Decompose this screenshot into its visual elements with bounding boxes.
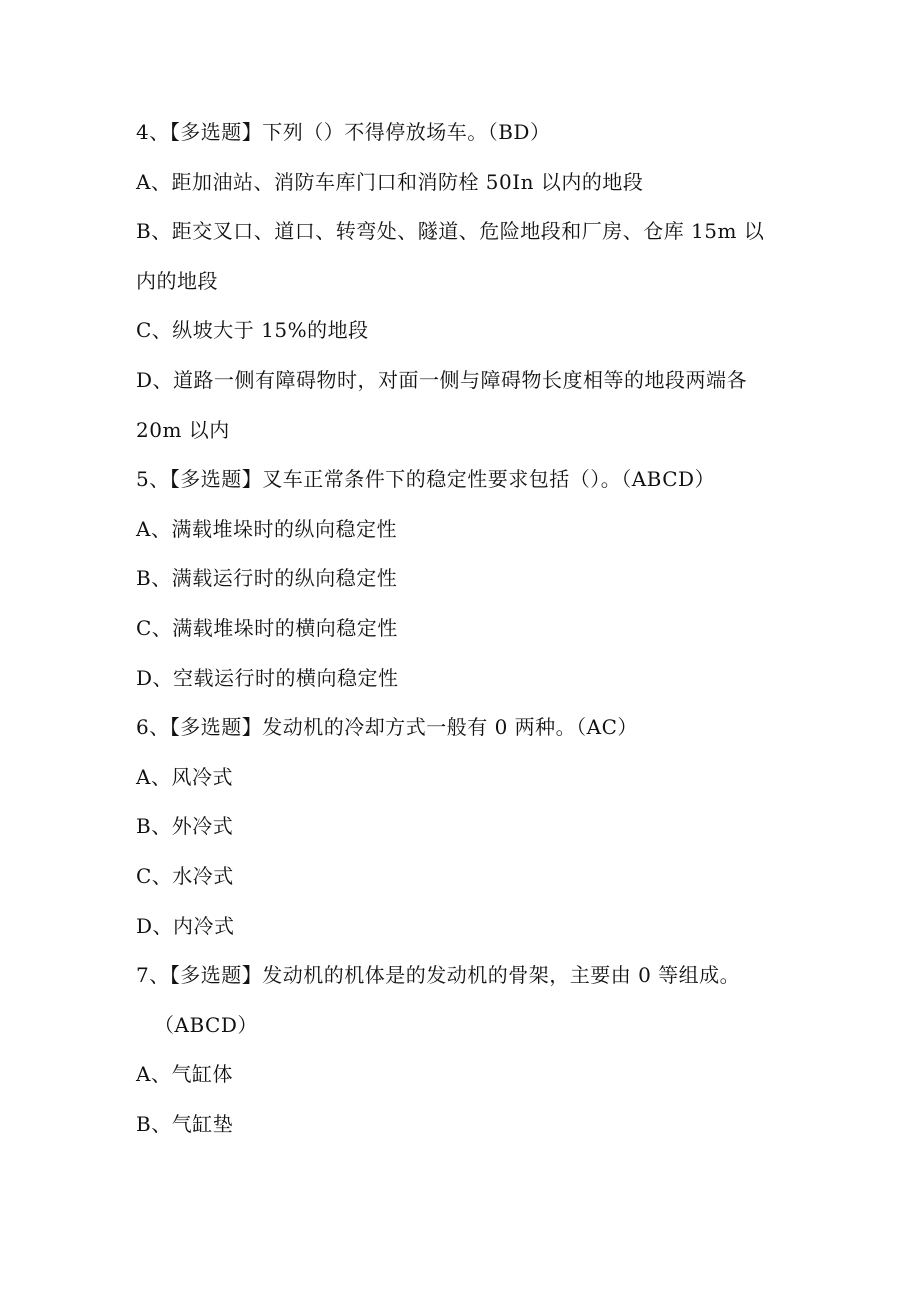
question-5-option-c: C、满载堆垛时的横向稳定性 [136, 615, 398, 640]
question-7-answer: （ABCD） [154, 1012, 258, 1037]
question-4-option-d: D、道路一侧有障碍物时，对面一侧与障碍物长度相等的地段两端各 [136, 367, 748, 392]
question-5-option-d: D、空载运行时的横向稳定性 [136, 665, 399, 690]
question-4-option-d-continued: 20m 以内 [136, 417, 230, 442]
question-5-option-b: B、满载运行时的纵向稳定性 [136, 566, 398, 591]
question-4-option-b-continued: 内的地段 [136, 268, 218, 293]
question-4-option-a: A、距加油站、消防车库门口和消防栓 50In 以内的地段 [136, 169, 644, 194]
question-4-option-b: B、距交叉口、道口、转弯处、隧道、危险地段和厂房、仓库 15m 以 [136, 219, 765, 244]
question-text-block [136, 114, 796, 1155]
question-5-option-a: A、满载堆垛时的纵向稳定性 [136, 516, 397, 541]
question-6-stem: 6、【多选题】发动机的冷却方式一般有 0 两种。（AC） [136, 715, 638, 740]
question-4-option-c: C、纵坡大于 15%的地段 [136, 318, 369, 343]
question-6-option-a: A、风冷式 [136, 764, 233, 789]
question-7-stem: 7、【多选题】发动机的机体是的发动机的骨架，主要由 0 等组成。 [136, 963, 741, 988]
question-4-stem: 4、【多选题】下列（）不得停放场车。（BD） [136, 120, 551, 144]
question-6-option-b: B、外冷式 [136, 814, 234, 839]
question-6-option-c: C、水冷式 [136, 863, 234, 888]
question-6-option-d: D、内冷式 [136, 913, 235, 938]
question-7-option-a: A、气缸体 [136, 1062, 233, 1087]
question-5-stem: 5、【多选题】叉车正常条件下的稳定性要求包括（）。（ABCD） [136, 467, 716, 492]
question-7-option-b: B、气缸垫 [136, 1111, 234, 1136]
